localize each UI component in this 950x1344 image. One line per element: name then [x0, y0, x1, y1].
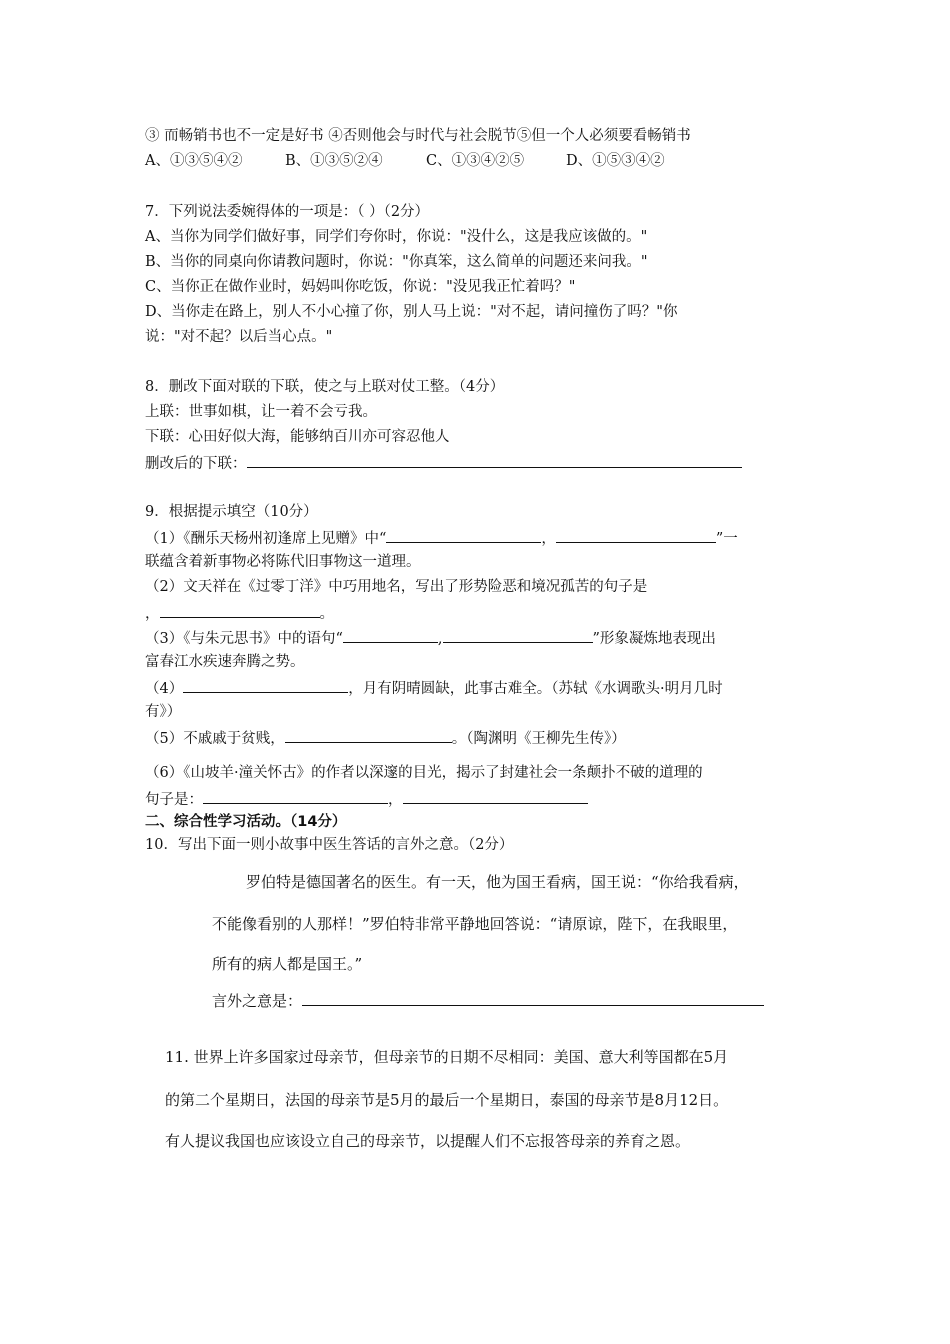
q9-item-1-text: （1）《酬乐天杨州初逢席上见赠》中“: [145, 531, 387, 547]
q10-story-line-2: 不能像看别的人那样！”罗伯特非常平静地回答说：“请原谅，陛下，在我眼里，: [212, 915, 738, 933]
q11-line-1: 11. 世界上许多国家过母亲节，但母亲节的日期不尽相同：美国、意大利等国都在5月: [165, 1048, 729, 1066]
q9-blank-6b[interactable]: [403, 788, 588, 804]
q9-item-6-comma: ，: [388, 792, 403, 808]
q10-stem: 10．写出下面一则小故事中医生答话的言外之意。（2分）: [145, 837, 514, 853]
q9-blank-3b[interactable]: [443, 627, 593, 643]
q10-answer-blank[interactable]: [302, 990, 764, 1006]
q7-option-a[interactable]: A、当你为同学们做好事，同学们夸你时，你说："没什么，这是我应该做的。": [145, 229, 648, 245]
q9-item-1-comma: ，: [541, 531, 556, 547]
q9-blank-5[interactable]: [285, 727, 452, 743]
q6-option-b[interactable]: B、①③⑤②④: [285, 153, 383, 169]
q7-stem: 7．下列说法委婉得体的一项是：（ ）（2分）: [145, 204, 430, 220]
q9-item-1: [145, 527, 738, 549]
q9-item-3: [145, 627, 716, 649]
q8-revised-label: 删改后的下联：: [145, 456, 247, 472]
q7-option-d-cont: 说："对不起？以后当心点。": [145, 329, 333, 345]
q9-item-4-text: ，月有阴晴圆缺，此事古难全。（苏轼《水调歌头·明月几时: [348, 681, 723, 697]
q9-item-3-close: ”形象凝炼地表现出: [592, 631, 716, 647]
q9-item-5-source: 。（陶渊明《王柳先生传》）: [451, 731, 626, 747]
q8-revised-line: [145, 452, 742, 474]
q9-item-3-comma: ,: [437, 631, 443, 647]
q6-option-a[interactable]: A、①③⑤④②: [145, 153, 243, 169]
q9-item-4-cont: 有》）: [145, 704, 182, 720]
q10-answer-label: 言外之意是：: [212, 992, 303, 1010]
q9-item-2-cont: [145, 602, 334, 624]
q7-option-c[interactable]: C、当你正在做作业时，妈妈叫你吃饭，你说："没见我正忙着吗？": [145, 279, 576, 295]
q9-blank-4[interactable]: [183, 677, 348, 693]
q8-answer-blank[interactable]: [247, 452, 742, 468]
q6-option-c[interactable]: C、①③④②⑤: [426, 153, 525, 169]
q8-stem: 8．删改下面对联的下联，使之与上联对仗工整。（4分）: [145, 379, 505, 395]
q10-answer-line: [212, 990, 764, 1011]
q9-item-1-close: ”一: [715, 531, 738, 547]
q9-item-2-period: 。: [319, 606, 334, 622]
q8-upper-couplet: 上联：世事如棋，让一着不会亏我。: [145, 404, 377, 420]
q9-blank-1a[interactable]: [386, 527, 541, 543]
q10-story-line-3: 所有的病人都是国王。”: [212, 955, 363, 973]
q9-item-4-num: （4）: [145, 681, 184, 697]
q6-option-d[interactable]: D、①⑤③④②: [566, 153, 665, 169]
q9-item-6-label: 句子是：: [145, 792, 203, 808]
section-heading: 二、综合性学习活动。（14分）: [145, 814, 347, 830]
q9-item-2: （2）文天祥在《过零丁洋》中巧用地名，写出了形势险恶和境况孤苦的句子是: [145, 579, 648, 595]
q9-blank-6a[interactable]: [203, 788, 388, 804]
q9-item-6-cont: [145, 788, 588, 810]
q9-blank-2[interactable]: [160, 602, 320, 618]
q11-line-2: 的第二个星期日，法国的母亲节是5月的最后一个星期日，泰国的母亲节是8月12日。: [165, 1091, 729, 1109]
q9-blank-1b[interactable]: [556, 527, 716, 543]
q7-option-b[interactable]: B、当你的同桌向你请教问题时，你说："你真笨，这么简单的问题还来问我。": [145, 254, 648, 270]
q10-story-line-1: 罗伯特是德国著名的医生。有一天，他为国王看病，国王说：“你给我看病，: [246, 873, 749, 891]
q9-item-3-text: （3）《与朱元思书》中的语句“: [145, 631, 343, 647]
q9-item-5-text: （5）不戚戚于贫贱，: [145, 731, 285, 747]
q9-item-6: （6）《山坡羊·潼关怀古》的作者以深邃的目光，揭示了封建社会一条颠扑不破的道理的: [145, 765, 703, 781]
q9-item-3-cont: 富春江水疾速奔腾之势。: [145, 654, 305, 670]
q9-item-1-cont: 联蕴含着新事物必将陈代旧事物这一道理。: [145, 554, 421, 570]
q9-item-5: [145, 727, 626, 749]
q6-options: [145, 151, 665, 171]
q9-item-2-comma: ，: [145, 606, 160, 622]
q6-statement-line: ③ 而畅销书也不一定是好书 ④否则他会与时代与社会脱节⑤但一个人必须要看畅销书: [145, 128, 691, 144]
q9-item-4: [145, 677, 723, 699]
q9-blank-3a[interactable]: [343, 627, 438, 643]
q8-lower-couplet: 下联：心田好似大海，能够纳百川亦可容忍他人: [145, 429, 450, 445]
q7-option-d[interactable]: D、当你走在路上，别人不小心撞了你，别人马上说："对不起，请问撞伤了吗？"你: [145, 304, 678, 320]
q9-stem: 9．根据提示填空（10分）: [145, 504, 318, 520]
q11-line-3: 有人提议我国也应该设立自己的母亲节，以提醒人们不忘报答母亲的养育之恩。: [165, 1132, 691, 1150]
